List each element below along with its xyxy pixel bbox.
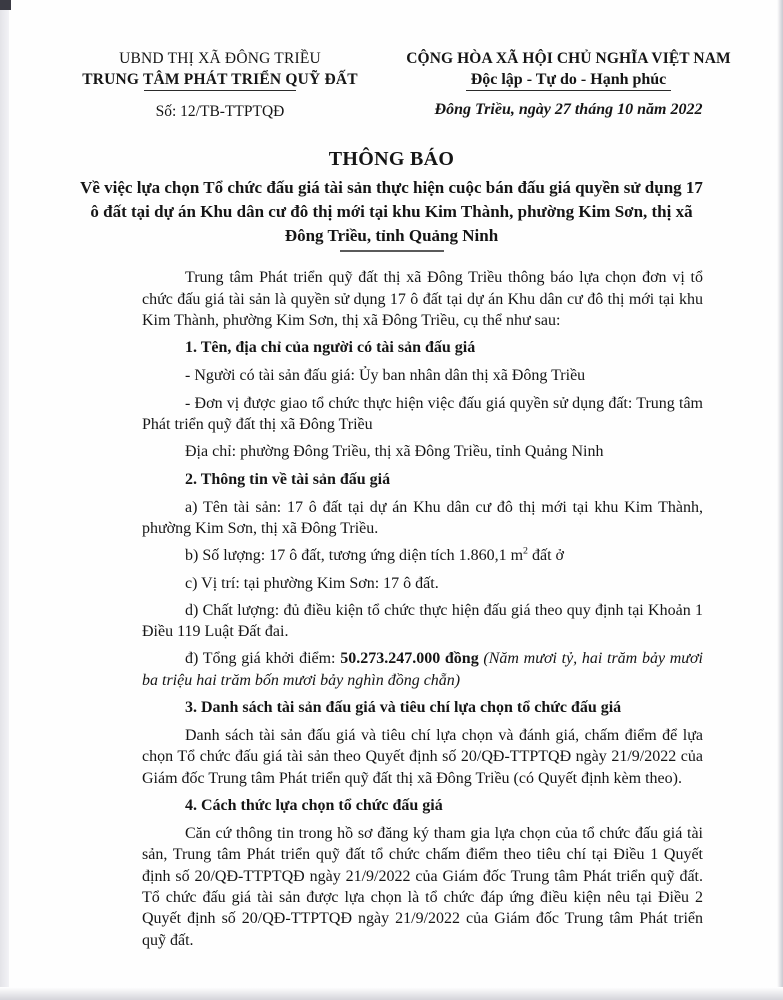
section-1-owner: - Người có tài sản đấu giá: Ủy ban nhân dân thị xã Đông Triều [185,367,586,385]
section-1-assigned-unit: - Đơn vị được giao tổ chức thực hiện việc đấu giá quyền sử dụng đất: Trung tâm Phát triển quỹ đất thị xã Đông Triều [142,394,703,433]
starting-price-label: đ) Tổng giá khởi điểm: [185,650,341,668]
document-body [142,267,703,950]
starting-price-amount: 50.273.247.000 đồng [340,650,479,668]
letterhead-issuing-org [52,50,388,121]
section-4-heading: 4. Cách thức lựa chọn tổ chức đấu giá [185,796,443,814]
title-separator-rule [340,250,444,252]
intro-paragraph: Trung tâm Phát triển quỹ đất thị xã Đông Triều thông báo lựa chọn đơn vị tổ chức đấu giá tài sản là quyền sử dụng 17 ô đất tại dự án Khu dân cư đô thị mới tại khu Kim Thành, phường Kim Sơn, thị xã Đông Triều, cụ thể như sau: [142,269,703,329]
section-2-item-d: d) Chất lượng: đủ điều kiện tổ chức thực hiện đấu giá theo quy định tại Khoản 1 Điều 119 Luật Đất đai. [142,601,703,641]
section-2-item-dd [142,648,703,691]
section-2-heading: 2. Thông tin về tài sản đấu giá [185,470,391,488]
national-motto: Độc lập - Tự do - Hạnh phúc [466,71,672,91]
scan-edge-bottom [0,987,783,1000]
scan-edge-left [0,0,9,1000]
scan-edge-right [777,0,783,1000]
item-b-superscript: 2 [523,545,528,557]
section-2-item-c: c) Vị trí: tại phường Kim Sơn: 17 ô đất. [185,574,439,592]
place-date-line: Đông Triều, ngày 27 tháng 10 năm 2022 [434,101,703,118]
document-subtitle: Về việc lựa chọn Tổ chức đấu giá tài sản thực hiện cuộc bán đấu giá quyền sử dụng 17 ô đất tại dự án Khu dân cư đô thị mới tại khu Kim Thành, phường Kim Sơn, thị xã Đông Triều, tỉnh Quảng Ninh [80,178,703,246]
section-3-paragraph: Danh sách tài sản đấu giá và tiêu chí lựa chọn và đánh giá, chấm điểm để lựa chọn Tổ chức đấu giá tài sản theo Quyết định số 20/QĐ-TTPTQĐ ngày 21/9/2022 của Giám đốc Trung tâm Phát triển quỹ đất thị xã Đông Triều (có Quyết định kèm theo). [142,727,703,787]
org-name: TRUNG TÂM PHÁT TRIỂN QUỸ ĐẤT [82,71,358,88]
section-2-item-a: a) Tên tài sản: 17 ô đất tại dự án Khu dân cư đô thị mới tại khu Kim Thành, phường Kim Sơn, thị xã Đông Triều. [142,498,703,538]
scan-corner-mark [0,0,11,10]
title-block [0,148,783,252]
document-title: THÔNG BÁO [328,148,455,170]
document-number: Số: 12/TB-TTPTQĐ [155,103,285,120]
letterhead [0,0,783,121]
national-title: CỘNG HÒA XÃ HỘI CHỦ NGHĨA VIỆT NAM [406,50,731,67]
item-b-text: b) Số lượng: 17 ô đất, tương ứng diện tích 1.860,1 m [185,547,524,565]
starting-price-in-words: (Năm mươi tỷ, hai trăm bảy mươi ba triệu hai trăm bốn mươi bảy nghìn đồng chẵn) [142,650,704,689]
section-4-paragraph: Căn cứ thông tin trong hồ sơ đăng ký tham gia lựa chọn của tổ chức đấu giá tài sản, Trung tâm Phát triển quỹ đất tổ chức chấm điểm theo tiêu chí tại Điều 1 Quyết định số 20/QĐ-TTPTQĐ ngày 21/9/2022 của Giám đốc Trung tâm Phát triển quỹ đất. Tổ chức đấu giá tài sản được lựa chọn là tổ chức đáp ứng điều kiện nêu tại Điều 2 Quyết định số 20/QĐ-TTPTQĐ ngày 21/9/2022 của Giám đốc Trung tâm Phát triển quỹ đất. [142,825,703,949]
item-b-suffix: đất ở [527,547,564,565]
section-1-heading: 1. Tên, địa chỉ của người có tài sản đấu giá [185,339,476,357]
org-name-underline [144,90,296,91]
org-parent-name: UBND THỊ XÃ ĐÔNG TRIỀU [119,50,321,67]
letterhead-national [388,50,749,121]
section-1-address: Địa chỉ: phường Đông Triều, thị xã Đông Triều, tỉnh Quảng Ninh [185,443,604,461]
section-3-heading: 3. Danh sách tài sản đấu giá và tiêu chí lựa chọn tổ chức đấu giá [185,698,622,716]
section-2-item-b [142,545,703,566]
